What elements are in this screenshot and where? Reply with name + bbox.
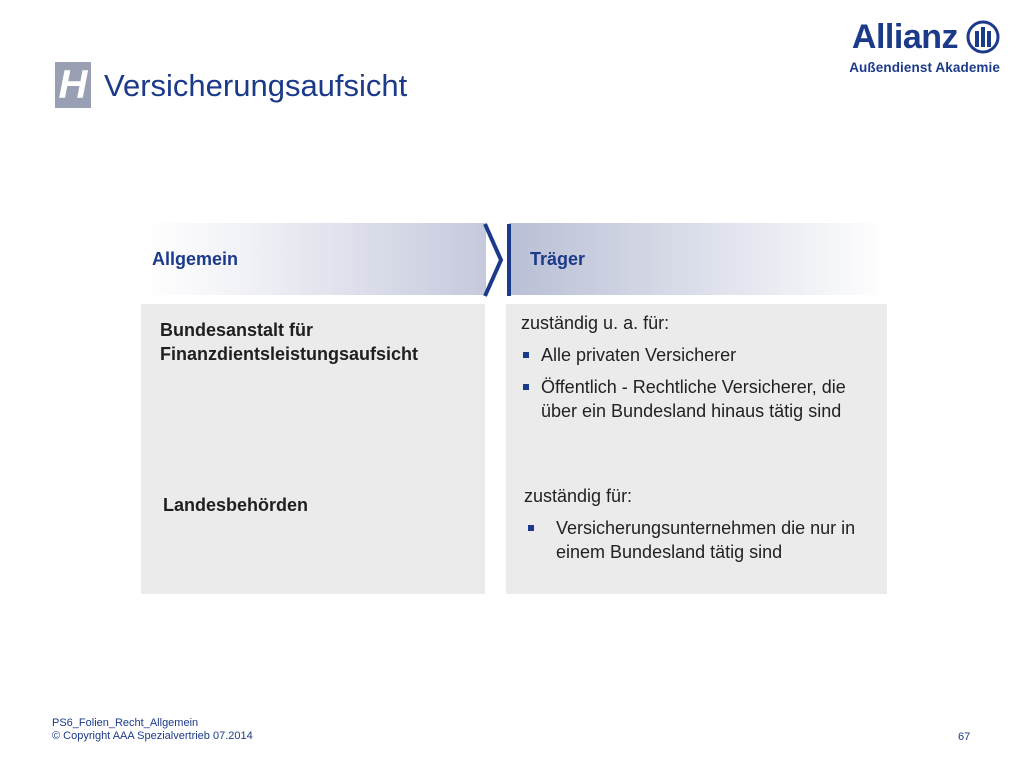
bullet-square-icon (523, 352, 529, 358)
organization-bafin: Bundesanstalt für Finanzdientsleistungsaufsicht (160, 320, 419, 364)
footer (52, 717, 253, 743)
list-item-text: Alle privaten Versicherer (541, 345, 737, 365)
chevron-right-icon (478, 222, 514, 298)
column-header-carrier (509, 223, 887, 295)
responsibility-bafin (521, 311, 881, 431)
list-item (521, 343, 881, 367)
list-item (521, 375, 881, 423)
responsibilities-panel (506, 304, 887, 594)
section-badge-letter: H (58, 63, 88, 107)
column-header-carrier-label: Träger (530, 248, 586, 269)
bullet-square-icon (523, 384, 529, 390)
responsibility-intro: zuständig für: (524, 486, 633, 506)
logo-subtitle: Außendienst Akademie (849, 60, 1000, 75)
page-number: 67 (958, 731, 971, 743)
organizations-panel (141, 304, 485, 594)
allianz-logo (849, 20, 1000, 75)
responsibility-state-authorities (524, 484, 874, 572)
allianz-eagle-icon (966, 20, 1000, 54)
list-item-text: Versicherungsunternehmen die nur in einem Bundesland tätig sind (556, 518, 856, 562)
column-header-general (141, 223, 486, 295)
organization-state-authorities: Landesbehörden (163, 495, 309, 515)
footer-filename: PS6_Folien_Recht_Allgemein (52, 717, 199, 729)
column-header-general-label: Allgemein (152, 248, 239, 269)
list-item (524, 516, 874, 564)
logo-brand-text: Allianz (851, 18, 958, 56)
list-item-text: Öffentlich - Rechtliche Versicherer, die über ein Bundesland hinaus tätig sind (541, 377, 846, 421)
responsibility-intro: zuständig u. a. für: (521, 313, 670, 333)
bullet-square-icon (528, 525, 534, 531)
section-badge (55, 62, 91, 108)
footer-copyright: © Copyright AAA Spezialvertrieb 07.2014 (52, 730, 253, 742)
page-title: Versicherungsaufsicht (104, 68, 408, 103)
